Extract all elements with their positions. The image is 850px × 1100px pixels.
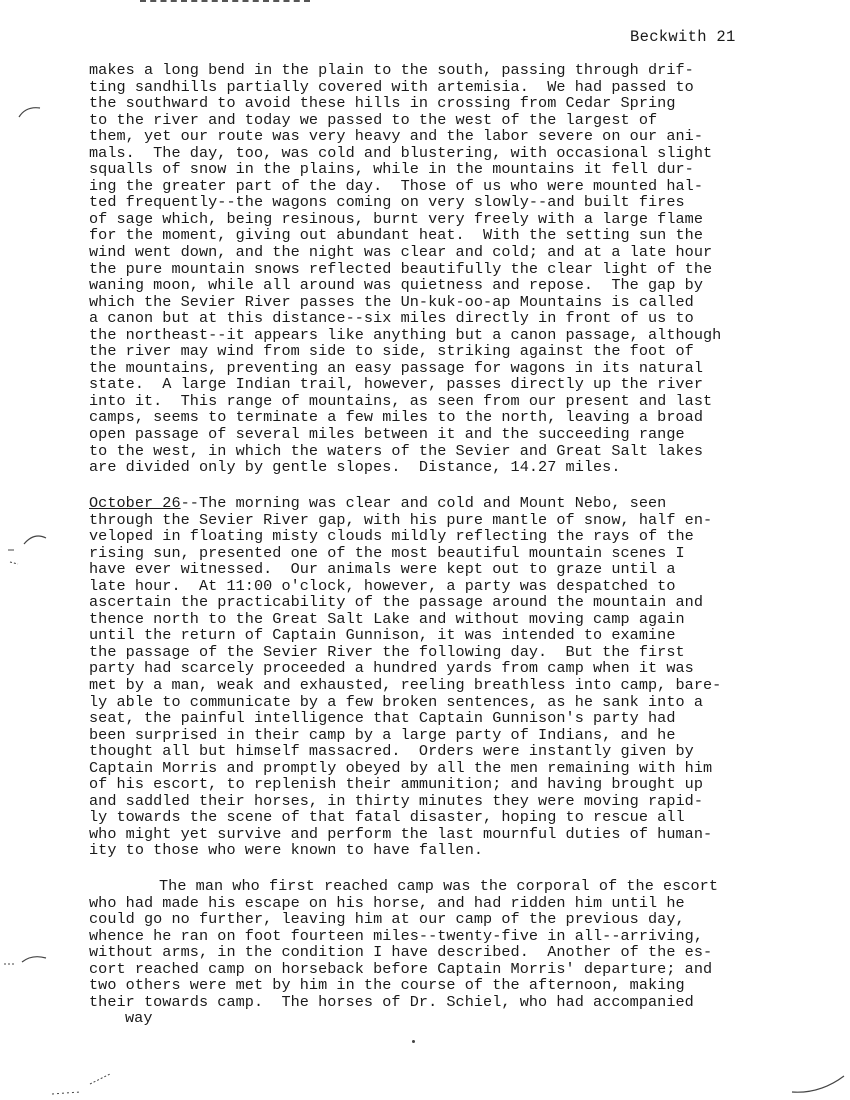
text-line: veloped in floating misty clouds mildly reflecting the rays of the: [89, 527, 694, 546]
text-line: the pure mountain snows reflected beautifully the clear light of the: [89, 259, 713, 278]
text-line: without arms, in the condition I have described. Another of the es-: [89, 943, 713, 962]
text-line: who had made his escape on his horse, and had ridden him until he: [89, 893, 685, 912]
text-line: open passage of several miles between it and the succeeding range: [89, 425, 685, 444]
text-line: have ever witnessed. Our animals were kept out to graze until a: [89, 560, 676, 579]
text-line: of sage which, being resinous, burnt very freely with a large flame: [89, 209, 703, 228]
text-line: the southward to avoid these hills in crossing from Cedar Spring: [89, 94, 676, 113]
text-line: through the Sevier River gap, with his pure mantle of snow, half en-: [89, 510, 713, 529]
margin-mark-2: [4, 528, 48, 572]
text-line: ted frequently--the wagons coming on very slowly--and built fires: [89, 193, 685, 212]
text-line: to the river and today we passed to the west of the largest of: [89, 110, 658, 129]
text-line: waning moon, while all around was quietness and repose. The gap by: [89, 276, 703, 295]
text-line: of his escort, to replenish their ammunition; and having brought up: [89, 775, 703, 794]
text-line: makes a long bend in the plain to the south, passing through drif-: [89, 61, 694, 79]
text-line: for the moment, giving out abundant heat. With the setting sun the: [89, 226, 703, 245]
margin-mark-bottom-right: [790, 1072, 846, 1096]
trailing-word: way: [125, 1009, 153, 1028]
text-line: which the Sevier River passes the Un-kuk-oo-ap Mountains is called: [89, 292, 694, 311]
paragraph-3: [89, 878, 789, 1027]
paragraph-2: [89, 495, 789, 859]
text-line: party had scarcely proceeded a hundred yards from camp when it was: [89, 659, 694, 678]
margin-mark-1: [18, 104, 42, 120]
text-line: thence north to the Great Salt Lake and without moving camp again: [89, 609, 685, 628]
paragraph-2-first-line-text: --The morning was clear and cold and Mount Nebo, seen: [180, 494, 667, 512]
text-line: ly able to communicate by a few broken sentences, as he sank into a: [89, 692, 703, 711]
date-heading: October 26: [89, 494, 181, 512]
top-edge-rule: [140, 0, 310, 4]
paragraph-1: [89, 62, 789, 476]
text-line: state. A large Indian trail, however, passes directly up the river: [89, 375, 703, 394]
text-line: wind went down, and the night was clear and cold; and at a late hour: [89, 243, 713, 262]
text-line: late hour. At 11:00 o'clock, however, a party was despatched to: [89, 576, 676, 595]
text-line: two others were met by him in the course of the afternoon, making: [89, 976, 685, 995]
paragraph-2-first-line: [89, 495, 789, 512]
text-line: ity to those who were known to have fallen.: [89, 841, 484, 860]
text-line: to the west, in which the waters of the Sevier and Great Salt lakes: [89, 441, 703, 460]
text-line: are divided only by gentle slopes. Distance, 14.27 miles.: [89, 458, 621, 477]
margin-mark-bottom-left: [50, 1072, 120, 1098]
text-line: met by a man, weak and exhausted, reeling breathless into camp, bare-: [89, 676, 722, 695]
text-line: cort reached camp on horseback before Captain Morris' departure; and: [89, 959, 713, 978]
text-line: into it. This range of mountains, as seen from our present and last: [89, 391, 713, 410]
text-line: rising sun, presented one of the most beautiful mountain scenes I: [89, 543, 685, 562]
text-line: thought all but himself massacred. Orders were instantly given by: [89, 742, 694, 761]
text-line: the northeast--it appears like anything but a canon passage, although: [89, 325, 722, 344]
text-line: Captain Morris and promptly obeyed by all the men remaining with him: [89, 758, 713, 777]
text-line: the mountains, preventing an easy passage for wagons in its natural: [89, 358, 703, 377]
text-line: the river may wind from side to side, striking against the foot of: [89, 342, 694, 361]
text-line: could go no further, leaving him at our camp of the previous day,: [89, 910, 685, 929]
text-line: ing the greater part of the day. Those of us who were mounted hal-: [89, 176, 703, 195]
text-line: who might yet survive and perform the last mournful duties of human-: [89, 824, 713, 843]
text-line: whence he ran on foot fourteen miles--twenty-five in all--arriving,: [89, 926, 703, 945]
text-line: ting sandhills partially covered with artemisia. We had passed to: [89, 77, 694, 96]
paragraph-3-first-line: The man who first reached camp was the corporal of the escort: [159, 877, 719, 895]
stray-dot: [412, 1040, 415, 1043]
text-line: mals. The day, too, was cold and blustering, with occasional slight: [89, 143, 713, 162]
text-line: squalls of snow in the plains, while in the mountains it fell dur-: [89, 160, 694, 179]
text-line: ascertain the practicability of the passage around the mountain and: [89, 593, 703, 612]
text-line: until the return of Captain Gunnison, it was intended to examine: [89, 626, 676, 645]
text-line: ly towards the scene of that fatal disaster, hoping to rescue all: [89, 808, 685, 827]
text-line: their towards camp. The horses of Dr. Schiel, who had accompanied: [89, 992, 694, 1011]
text-line: camps, seems to terminate a few miles to the north, leaving a broad: [89, 408, 703, 427]
page-header: Beckwith 21: [630, 28, 736, 46]
text-line: the passage of the Sevier River the following day. But the first: [89, 642, 685, 661]
text-line: and saddled their horses, in thirty minutes they were moving rapid-: [89, 791, 703, 810]
text-line: them, yet our route was very heavy and the labor severe on our ani-: [89, 127, 703, 146]
text-line: been surprised in their camp by a large party of Indians, and he: [89, 725, 676, 744]
margin-mark-3: [2, 950, 48, 970]
text-line: seat, the painful intelligence that Captain Gunnison's party had: [89, 709, 676, 728]
text-line: a canon but at this distance--six miles directly in front of us to: [89, 309, 694, 328]
